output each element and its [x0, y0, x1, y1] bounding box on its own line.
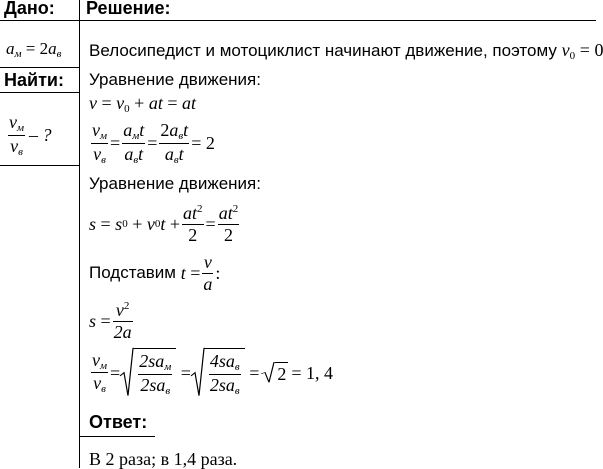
distance-formula: s = s 0 + v 0 t + $\frac{at^2}{2}$ = $\frac{at^2}{2}$	[89, 203, 239, 245]
find-header-underline	[0, 92, 79, 93]
velocity-ratio-formula: $\frac{v_м}{v_в}$ = $\frac{a_мt}{a_вt}$ = $\frac{2a_вt}{a_вt}$ = 2	[92, 120, 215, 166]
solution-intro: Велосипедист и мотоциклист начинают движение, поэтому $v_0 = 0$	[89, 40, 603, 62]
sqrt-3: 2	[261, 362, 288, 383]
header-underline	[0, 20, 596, 21]
column-divider	[79, 0, 80, 468]
solution-header: Решение:	[86, 0, 171, 18]
answer-header: Ответ:	[89, 412, 148, 432]
find-formula: $\frac{v_м}{v_в}$ – ?	[9, 112, 52, 158]
answer-text: В 2 раза; в 1,4 раза.	[89, 449, 238, 469]
substitute-line: Подставим t = $\frac{v}{a}$ :	[89, 252, 221, 294]
s-formula: s = $\frac{v^2}{2a}$	[89, 300, 132, 342]
find-underline	[0, 165, 79, 166]
motion-equation-label-1: Уравнение движения:	[89, 70, 261, 89]
velocity-formula: $v = v_0$ + at = at	[89, 93, 196, 115]
given-formula: $a_м = 2a_в$	[6, 39, 62, 60]
final-ratio-formula: $\frac{v_м}{v_в}$ = $\frac{2sa_м}{2sa_в}$ = $\frac{4sa_в}{2sa_в}$ = 2 = 1, 4	[92, 349, 333, 397]
sqrt-2: $\frac{4sa_в}{2sa_в}$	[191, 348, 245, 397]
given-underline	[0, 67, 79, 68]
sqrt-1: $\frac{2sa_м}{2sa_в}$	[120, 348, 176, 397]
answer-header-underline	[79, 436, 155, 437]
velocity-ratio-fraction: $\frac{v_м}{v_в}$	[9, 112, 25, 158]
given-header: Дано:	[4, 0, 55, 18]
find-header: Найти:	[4, 70, 64, 90]
motion-equation-label-2: Уравнение движения:	[89, 174, 261, 193]
